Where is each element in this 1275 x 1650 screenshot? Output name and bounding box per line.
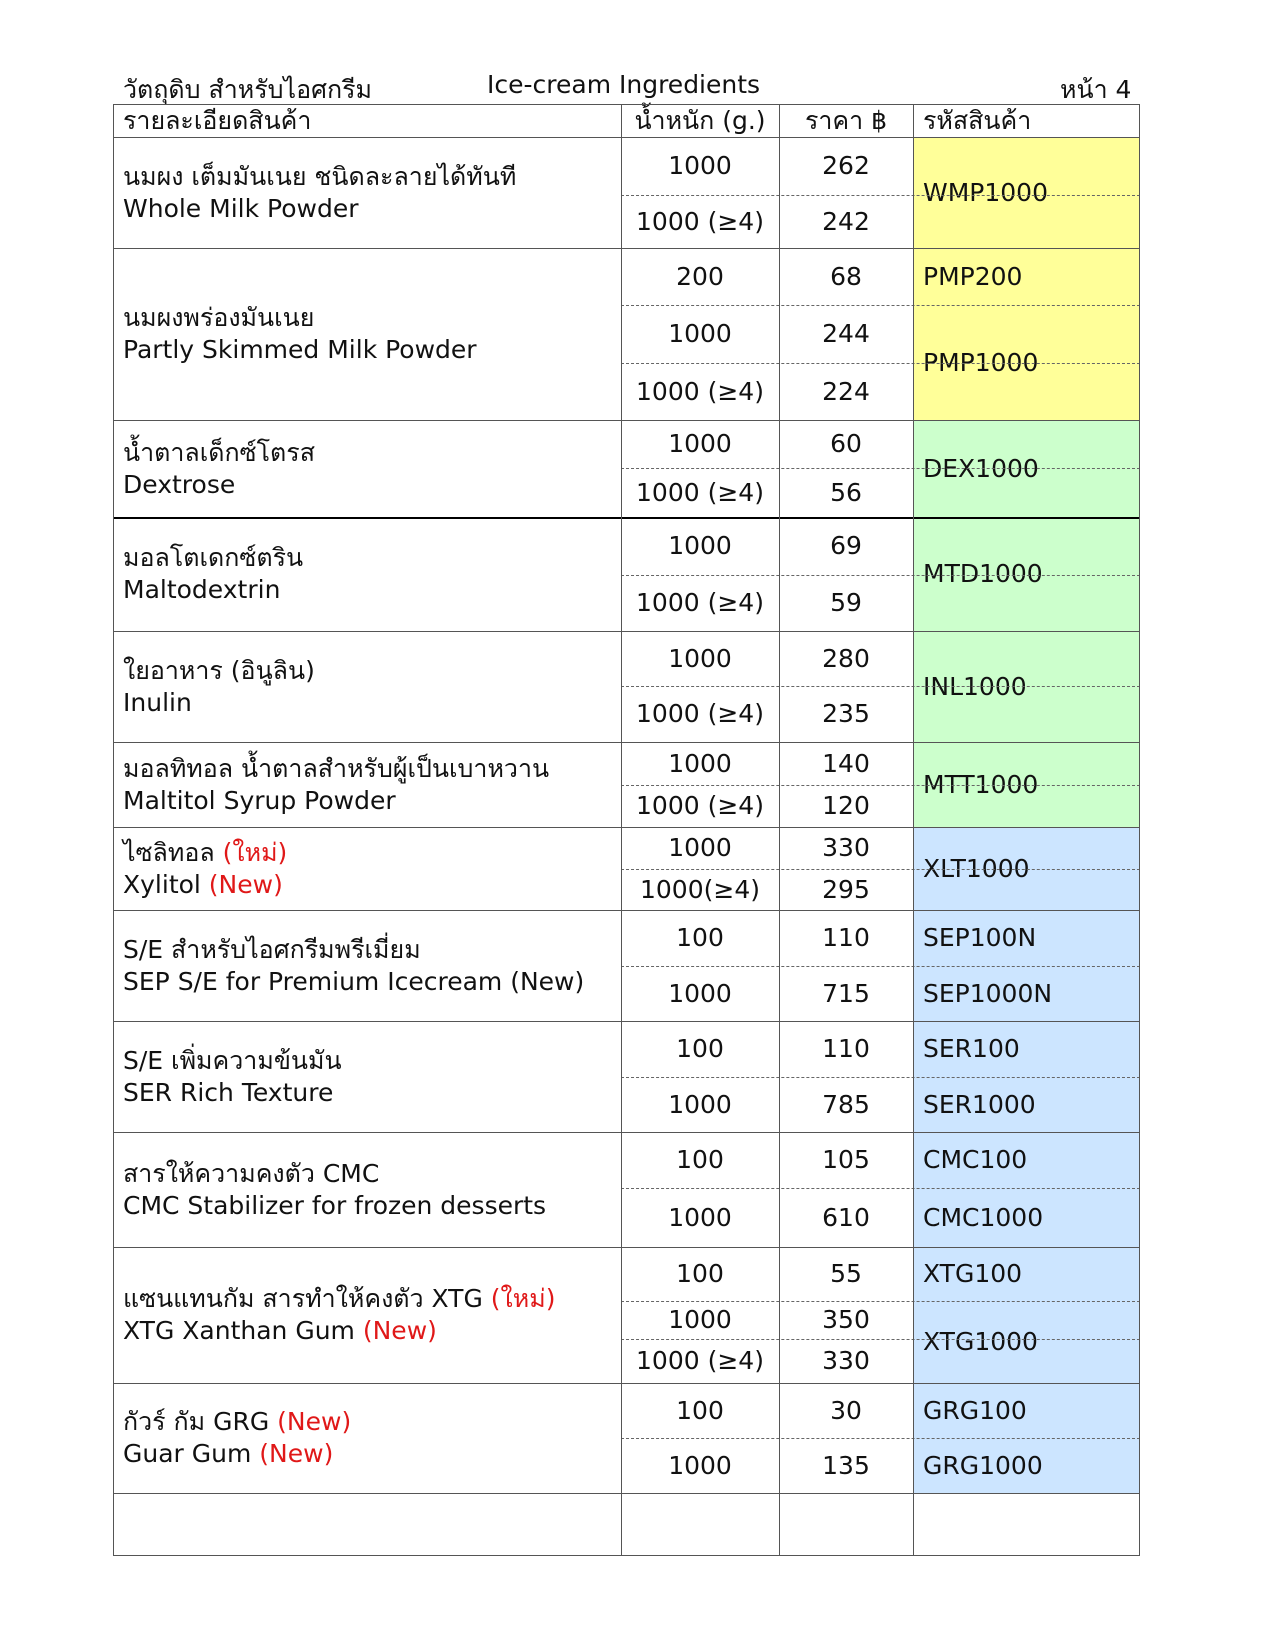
row-divider (113, 420, 1140, 421)
product-name-thai (123, 753, 549, 784)
product-name-thai-text: กัวร์ กัม GRG (123, 1407, 270, 1436)
product-name-thai (123, 1283, 555, 1314)
weight-cell: 1000 (≥4) (636, 1346, 764, 1375)
weight-cell: 1000 (668, 531, 732, 560)
price-cell: 55 (830, 1259, 862, 1288)
price-cell: 350 (822, 1305, 870, 1334)
product-name-english-text: Xylitol (123, 869, 201, 899)
weight-cell: 100 (676, 1259, 724, 1288)
product-code: SER1000 (923, 1089, 1036, 1119)
price-cell: 295 (822, 874, 870, 904)
new-badge-english: (New) (354, 1316, 437, 1345)
product-name-english (123, 687, 192, 718)
weight-cell: 1000 (≥4) (636, 699, 764, 728)
product-code: INL1000 (923, 671, 1027, 701)
row-divider-dashed (621, 1339, 1140, 1340)
product-name-thai-text: ใยอาหาร (อินูลิน) (123, 655, 315, 685)
weight-cell: 1000 (≥4) (636, 791, 764, 820)
weight-cell: 1000 (668, 1450, 732, 1480)
row-divider-dashed (621, 1438, 1140, 1439)
price-cell: 330 (822, 833, 870, 862)
row-divider (113, 827, 1140, 828)
new-badge-thai: (ใหม่) (214, 837, 288, 867)
weight-cell: 1000 (668, 833, 732, 862)
row-divider (113, 137, 1140, 138)
price-cell: 785 (822, 1089, 870, 1119)
product-name-thai (123, 1406, 351, 1437)
product-code: SER100 (923, 1034, 1020, 1063)
product-code: XLT1000 (923, 853, 1030, 883)
weight-cell: 1000 (≥4) (636, 477, 764, 507)
column-divider (913, 104, 914, 1555)
product-name-english-text: Dextrose (123, 469, 236, 499)
row-divider (113, 1383, 1140, 1384)
product-code: PMP1000 (923, 347, 1039, 377)
row-divider-dashed (621, 869, 1140, 870)
price-cell: 244 (822, 319, 870, 348)
row-divider-dashed (621, 575, 1140, 576)
column-header-code: รหัสสินค้า (923, 106, 1032, 135)
page-title-thai: วัตถุดิบ สำหรับไอศกรีม (123, 75, 373, 104)
product-name-english (123, 334, 477, 365)
price-cell: 69 (830, 531, 862, 560)
weight-cell: 1000 (668, 1305, 732, 1334)
weight-cell: 1000 (≥4) (636, 376, 764, 406)
weight-cell: 1000 (≥4) (636, 206, 764, 236)
product-name-thai (123, 1158, 379, 1189)
column-divider (1139, 104, 1140, 1555)
product-name-english (123, 1315, 437, 1346)
product-name-thai-text: นมผงพร่องมันเนย (123, 303, 315, 332)
weight-cell: 1000 (668, 748, 732, 778)
product-code: GRG100 (923, 1395, 1027, 1425)
product-code: DEX1000 (923, 453, 1039, 483)
row-divider (113, 248, 1140, 249)
price-cell: 110 (822, 923, 870, 952)
column-divider (113, 104, 114, 1555)
product-name-english-text: SEP S/E for Premium Icecream (New) (123, 966, 585, 996)
column-header-weight: น้ำหนัก (g.) (634, 106, 766, 135)
product-code: SEP100N (923, 923, 1037, 952)
product-name-english (123, 574, 280, 605)
row-divider-dashed (621, 1188, 1140, 1189)
price-cell: 30 (830, 1395, 862, 1425)
row-divider-dashed (621, 195, 1140, 196)
product-name-thai (123, 542, 303, 573)
column-header-price: ราคา ฿ (804, 106, 888, 135)
product-name-english (123, 193, 358, 224)
product-name-english (123, 869, 283, 900)
price-cell: 610 (822, 1202, 870, 1232)
product-name-thai (123, 934, 421, 965)
row-divider-dashed (621, 468, 1140, 469)
column-divider (779, 104, 780, 1555)
product-name-thai-text: S/E เพิ่มความข้นมัน (123, 1045, 342, 1075)
product-name-english (123, 966, 584, 997)
product-code: CMC100 (923, 1145, 1028, 1174)
price-table (113, 104, 1140, 1555)
price-cell: 105 (822, 1145, 870, 1174)
product-name-thai (123, 655, 315, 686)
column-divider (621, 104, 622, 1555)
weight-cell: 1000 (668, 319, 732, 348)
price-cell: 242 (822, 206, 870, 236)
product-name-english (123, 469, 235, 500)
product-code: WMP1000 (923, 177, 1048, 207)
product-name-thai-text: S/E สำหรับไอศกรีมพรีเมี่ยม (123, 934, 421, 964)
price-cell: 56 (830, 477, 862, 507)
product-name-thai (123, 302, 314, 333)
price-cell: 59 (830, 588, 862, 617)
weight-cell: 1000 (668, 151, 732, 180)
product-code: XTG1000 (923, 1327, 1038, 1356)
row-divider (113, 1021, 1140, 1022)
row-divider (113, 1247, 1140, 1248)
product-name-english-text: SER Rich Texture (123, 1077, 334, 1107)
product-code: SEP1000N (923, 978, 1053, 1008)
price-cell: 715 (822, 978, 870, 1008)
new-badge-thai: (New) (269, 1407, 352, 1436)
row-divider (113, 1493, 1140, 1494)
price-cell: 68 (830, 261, 862, 291)
row-divider-dashed (621, 966, 1140, 967)
product-name-thai-text: ไซลิทอล (123, 837, 215, 867)
row-divider (113, 1555, 1140, 1556)
price-cell: 135 (822, 1450, 870, 1480)
product-name-english-text: CMC Stabilizer for frozen desserts (123, 1190, 547, 1220)
page-title-english: Ice-cream Ingredients (487, 70, 761, 99)
price-cell: 262 (822, 151, 870, 180)
page-number: หน้า 4 (1060, 75, 1132, 104)
weight-cell: 1000 (668, 1089, 732, 1119)
row-divider-dashed (621, 1077, 1140, 1078)
row-divider (113, 517, 1140, 519)
row-divider (113, 1132, 1140, 1133)
price-cell: 60 (830, 429, 862, 458)
weight-cell: 1000(≥4) (640, 874, 760, 904)
price-cell: 140 (822, 748, 870, 778)
price-cell: 110 (822, 1034, 870, 1063)
product-name-english-text: Inulin (123, 687, 192, 717)
product-name-thai-text: นมผง เต็มมันเนย ชนิดละลายได้ทันที (123, 161, 517, 191)
row-divider (113, 104, 1140, 105)
weight-cell: 100 (676, 1145, 724, 1174)
weight-cell: 100 (676, 1034, 724, 1063)
product-name-thai-text: น้ำตาลเด็กซ์โตรส (123, 437, 315, 467)
price-cell: 120 (822, 791, 870, 820)
product-name-thai (123, 161, 516, 192)
product-code: PMP200 (923, 261, 1023, 291)
price-cell: 235 (822, 699, 870, 728)
weight-cell: 1000 (≥4) (636, 588, 764, 617)
product-code: MTT1000 (923, 769, 1039, 799)
product-name-english-text: Whole Milk Powder (123, 193, 359, 223)
row-divider-dashed (621, 1301, 1140, 1302)
price-cell: 280 (822, 643, 870, 673)
product-name-english (123, 1438, 333, 1469)
product-name-english-text: XTG Xanthan Gum (123, 1316, 355, 1345)
product-name-english-text: Guar Gum (123, 1439, 252, 1468)
price-cell: 224 (822, 376, 870, 406)
weight-cell: 200 (676, 261, 724, 291)
product-name-thai-text: แซนแทนกัม สารทำให้คงตัว XTG (123, 1284, 483, 1313)
product-name-english (123, 785, 396, 816)
weight-cell: 1000 (668, 643, 732, 673)
product-name-english (123, 1077, 333, 1108)
row-divider (113, 742, 1140, 743)
product-name-thai-text: สารให้ความคงตัว CMC (123, 1158, 380, 1188)
new-badge-thai: (ใหม่) (482, 1284, 556, 1313)
product-name-thai (123, 1045, 342, 1076)
weight-cell: 100 (676, 1395, 724, 1425)
weight-cell: 1000 (668, 1202, 732, 1232)
product-name-thai (123, 837, 287, 868)
product-code: GRG1000 (923, 1450, 1043, 1480)
row-divider-dashed (621, 785, 1140, 786)
weight-cell: 1000 (668, 978, 732, 1008)
row-divider-dashed (621, 686, 1140, 687)
product-name-thai (123, 437, 315, 468)
product-name-english-text: Maltitol Syrup Powder (123, 785, 396, 815)
new-badge-english: (New) (251, 1439, 334, 1468)
product-code: XTG100 (923, 1259, 1023, 1288)
weight-cell: 100 (676, 923, 724, 952)
weight-cell: 1000 (668, 429, 732, 458)
column-header-description: รายละเอียดสินค้า (123, 106, 312, 135)
product-code: MTD1000 (923, 559, 1043, 588)
product-name-thai-text: มอลทิทอล น้ำตาลสำหรับผู้เป็นเบาหวาน (123, 753, 550, 783)
product-code: CMC1000 (923, 1202, 1044, 1232)
product-name-english-text: Maltodextrin (123, 575, 281, 604)
row-divider-dashed (621, 305, 1140, 306)
price-cell: 330 (822, 1346, 870, 1375)
product-name-english-text: Partly Skimmed Milk Powder (123, 335, 477, 364)
product-name-english (123, 1190, 546, 1221)
product-name-thai-text: มอลโตเดกซ์ตริน (123, 543, 304, 572)
new-badge-english: (New) (200, 869, 283, 899)
row-divider-dashed (621, 363, 1140, 364)
row-divider (113, 631, 1140, 632)
row-divider (113, 910, 1140, 911)
